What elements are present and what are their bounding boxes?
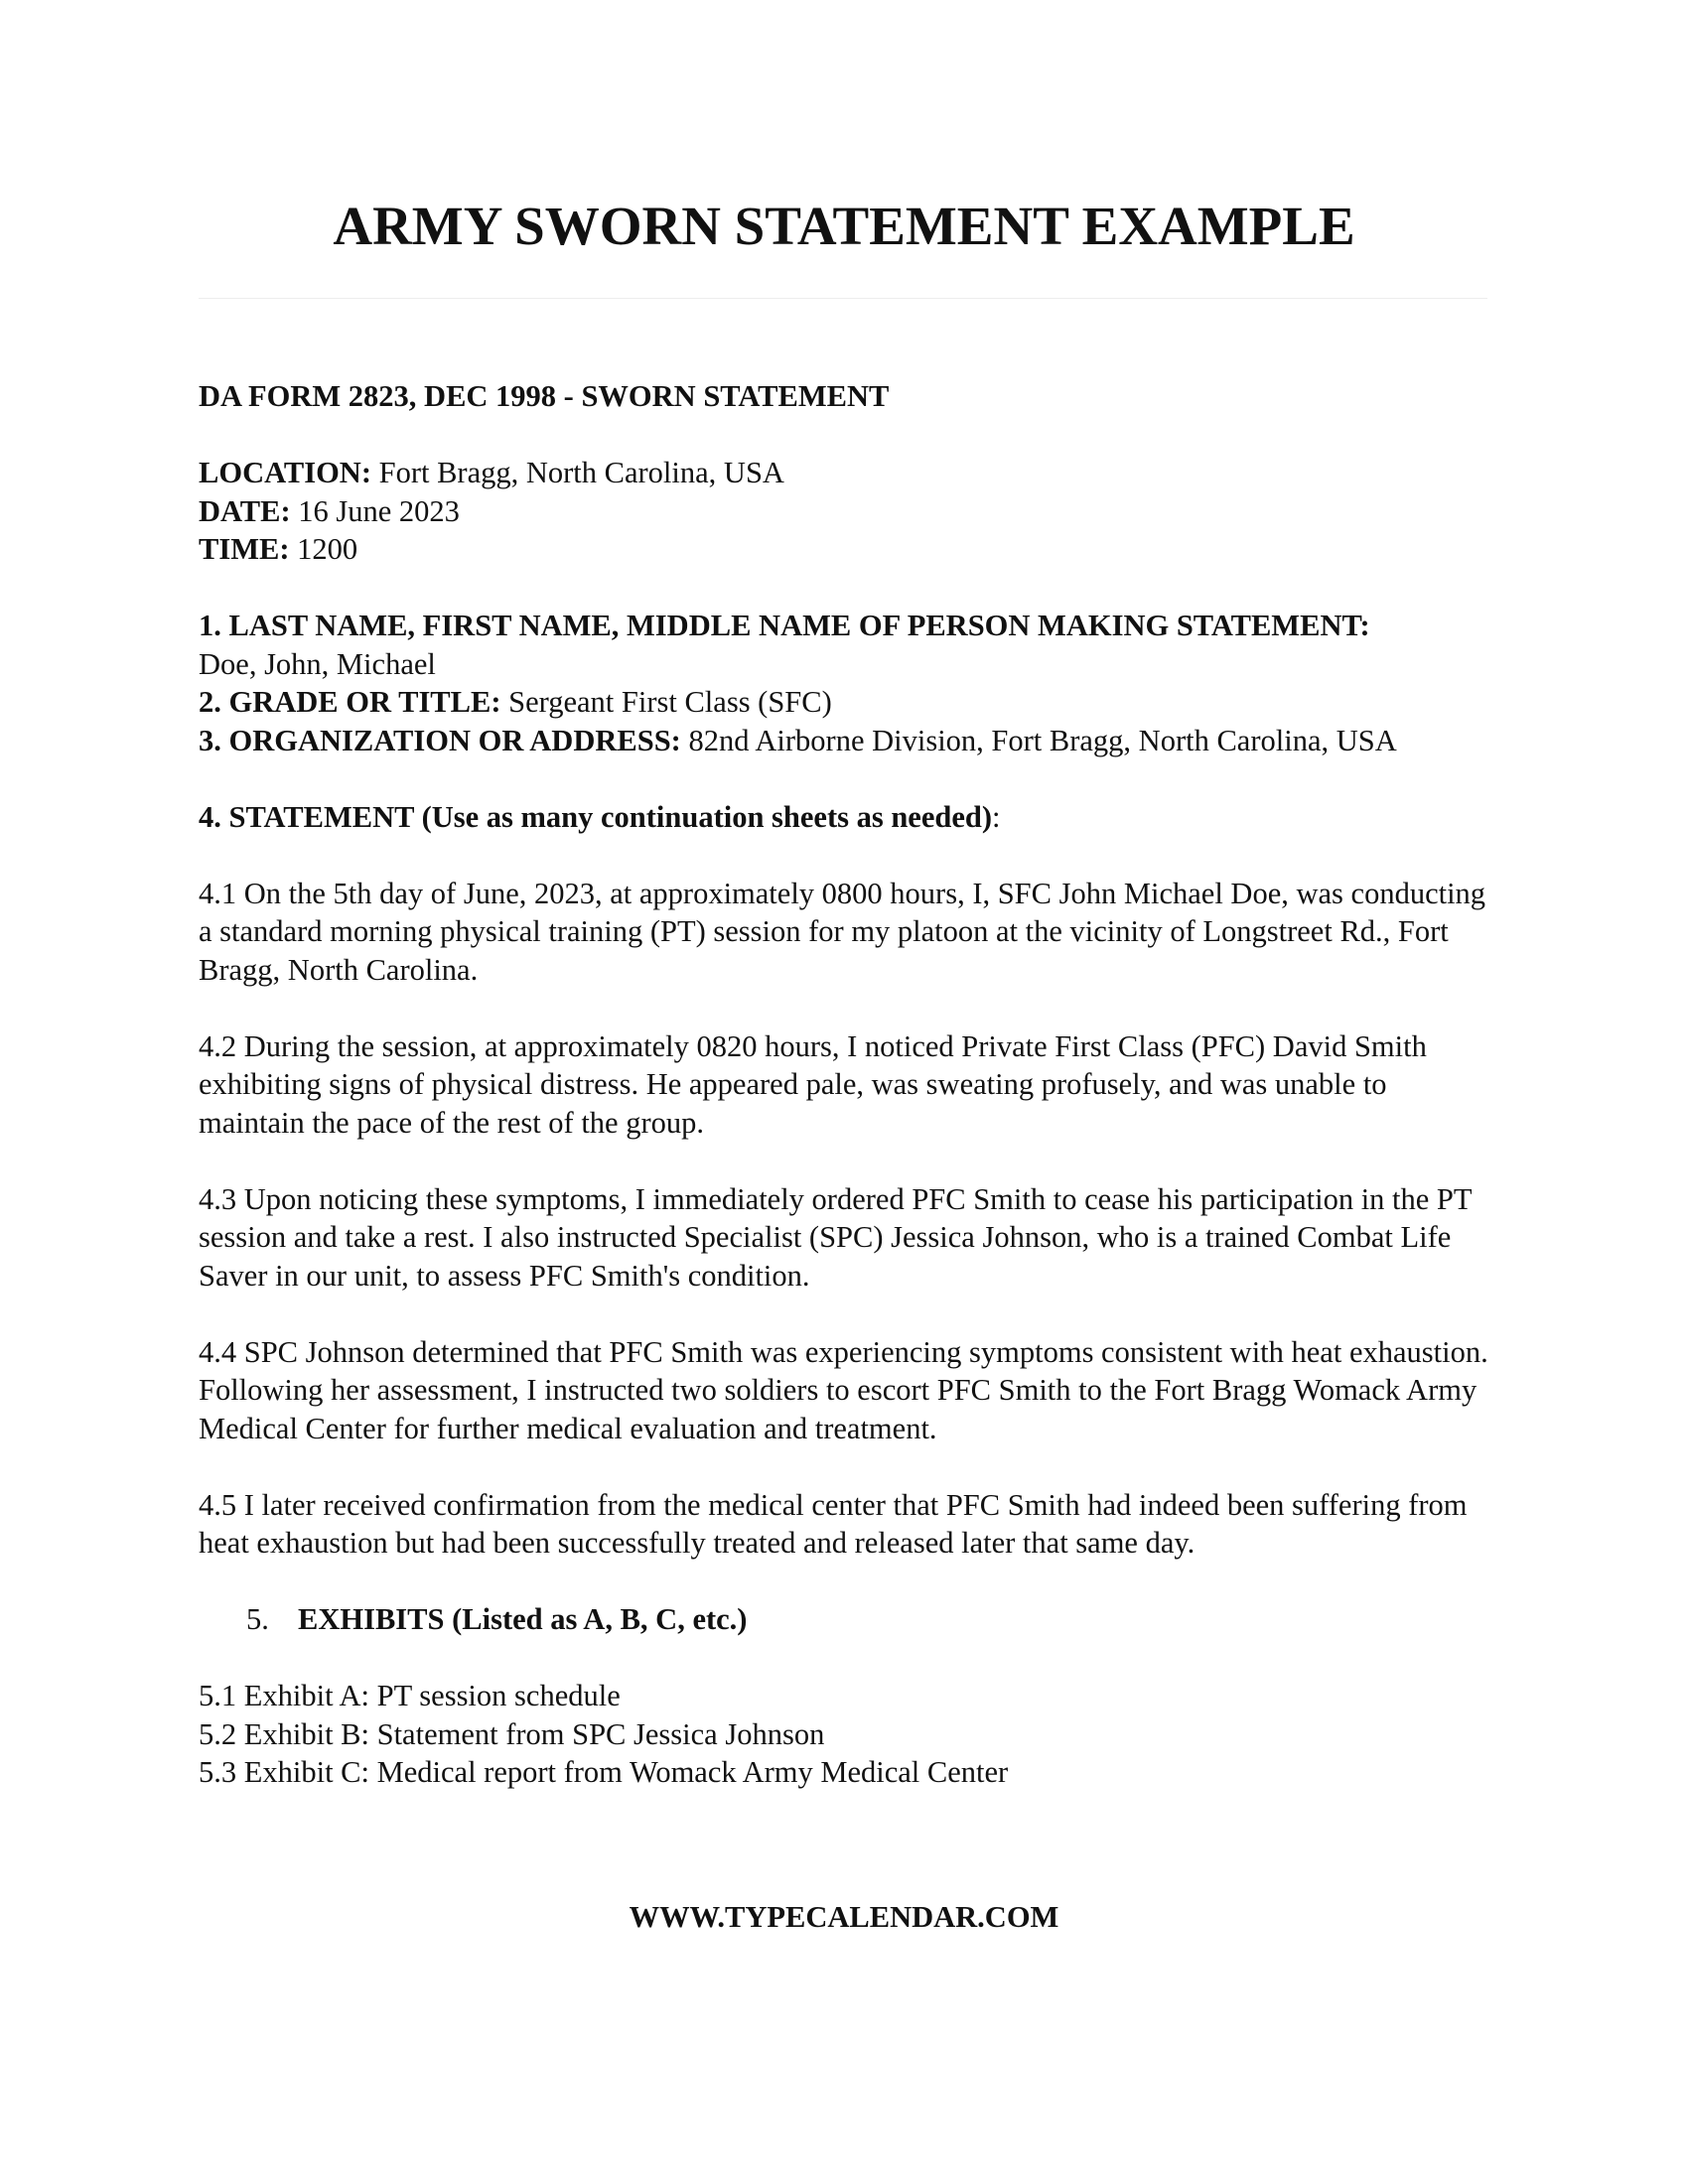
organization-label: 3. ORGANIZATION OR ADDRESS: xyxy=(199,723,681,757)
organization-item xyxy=(199,722,1489,760)
statement-paragraph: 4.2 During the session, at approximately 0820 hours, I noticed Private First Class (PFC) David Smith exhibiting signs of physical distress. He appeared pale, was sweating profusely, and was unable to maintain the pace of the rest of the group. xyxy=(199,1028,1427,1140)
grade-item xyxy=(199,683,1489,722)
statement-paragraph: 4.3 Upon noticing these symptoms, I immediately ordered PFC Smith to cease his participation in the PT session and take a rest. I also instructed Specialist (SPC) Jessica Johnson, who is a trained Combat Life Saver in our unit, to assess PFC Smith's condition. xyxy=(199,1181,1472,1293)
grade-value: Sergeant First Class (SFC) xyxy=(508,685,832,719)
exhibit-item: 5.1 Exhibit A: PT session schedule xyxy=(199,1679,621,1712)
exhibit-item: 5.3 Exhibit C: Medical report from Womack Army Medical Center xyxy=(199,1755,1009,1789)
statement-paragraph: 4.4 SPC Johnson determined that PFC Smith was experiencing symptoms consistent with heat exhaustion. Following her assessment, I instructed two soldiers to escort PFC Smith to the Fort Bragg Womack Army Medical Center for further medical evaluation and treatment. xyxy=(199,1334,1488,1445)
time-line xyxy=(199,530,1489,569)
location-line xyxy=(199,454,1489,492)
title-divider xyxy=(199,298,1487,299)
statement-paragraph: 4.1 On the 5th day of June, 2023, at approximately 0800 hours, I, SFC John Michael Doe, was conducting a standard morning physical training (PT) session for my platoon at the vicinity of Longstreet Rd., Fort Bragg, North Carolina. xyxy=(199,876,1486,987)
time-label: TIME: xyxy=(199,532,290,566)
name-label: 1. LAST NAME, FIRST NAME, MIDDLE NAME OF PERSON MAKING STATEMENT: xyxy=(199,609,1370,642)
form-heading: DA FORM 2823, DEC 1998 - SWORN STATEMENT xyxy=(199,379,890,413)
name-item xyxy=(199,607,1489,645)
date-value: 16 June 2023 xyxy=(298,493,460,528)
statement-body xyxy=(199,377,1489,1792)
date-line xyxy=(199,492,1489,531)
exhibit-item: 5.2 Exhibit B: Statement from SPC Jessica Johnson xyxy=(199,1716,825,1751)
exhibits-heading xyxy=(199,1600,1489,1639)
exhibits-title: EXHIBITS (Listed as A, B, C, etc.) xyxy=(298,1602,748,1636)
grade-label: 2. GRADE OR TITLE: xyxy=(199,685,501,719)
exhibits-number: 5. xyxy=(246,1602,269,1636)
name-value: Doe, John, Michael xyxy=(199,646,436,681)
location-label: LOCATION: xyxy=(199,456,371,489)
time-value: 1200 xyxy=(297,532,358,566)
location-value: Fort Bragg, North Carolina, USA xyxy=(378,456,784,489)
organization-value: 82nd Airborne Division, Fort Bragg, North Carolina, USA xyxy=(688,723,1397,757)
statement-paragraph: 4.5 I later received confirmation from the medical center that PFC Smith had indeed been suffering from heat exhaustion but had been successfully treated and released later that same day. xyxy=(199,1487,1468,1560)
statement-heading: 4. STATEMENT (Use as many continuation sheets as needed): xyxy=(199,799,1001,834)
date-label: DATE: xyxy=(199,493,291,528)
document-title: ARMY SWORN STATEMENT EXAMPLE xyxy=(333,196,1355,256)
footer-website: WWW.TYPECALENDAR.COM xyxy=(629,1900,1059,1934)
